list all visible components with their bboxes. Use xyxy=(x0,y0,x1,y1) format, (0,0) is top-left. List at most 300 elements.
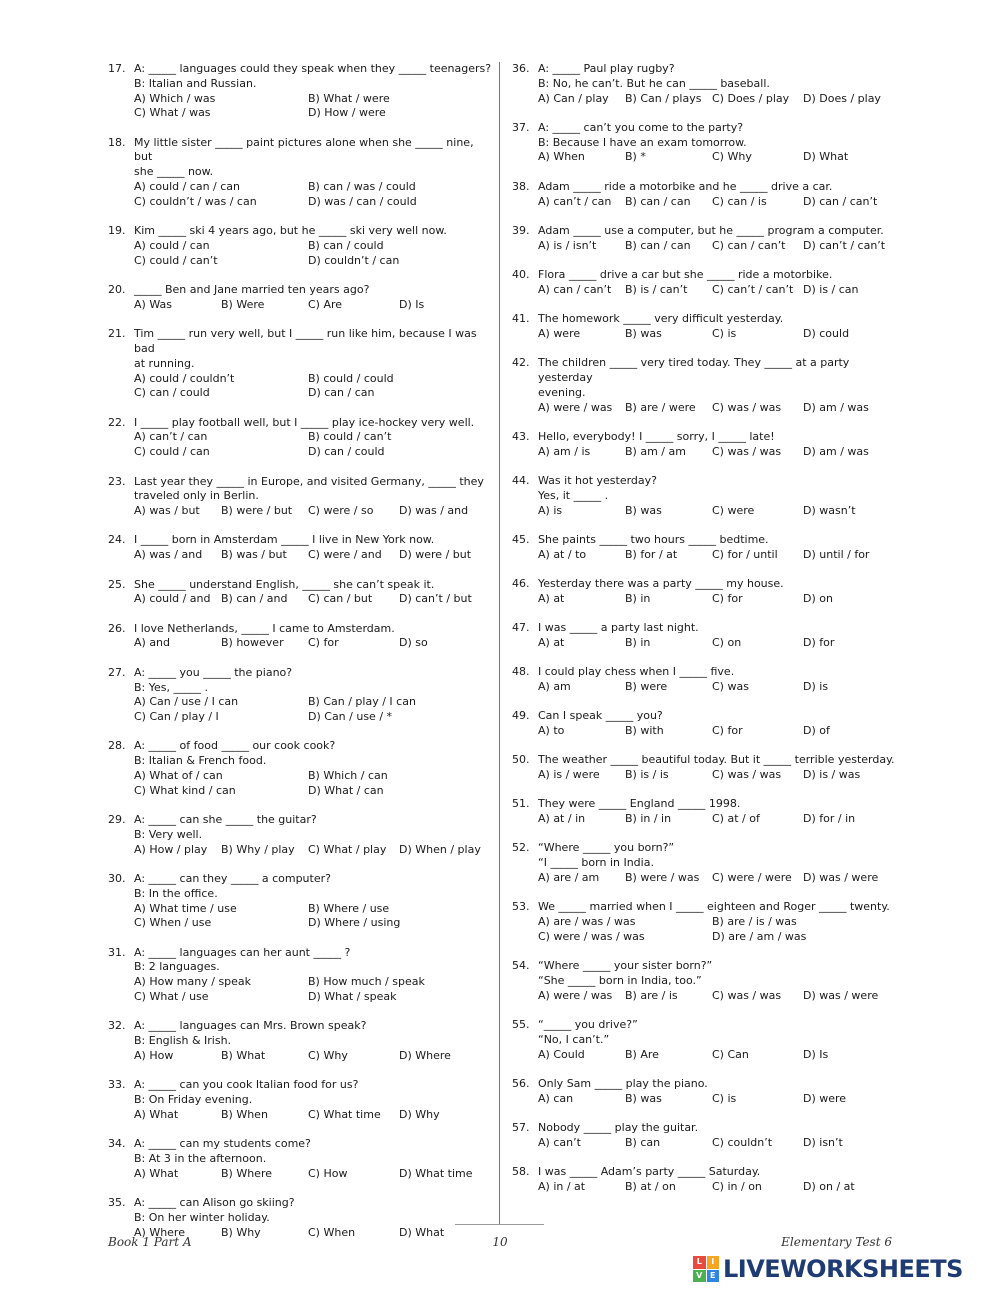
answer-option-d[interactable]: D) What / can xyxy=(308,783,384,797)
answer-options xyxy=(108,975,493,1005)
answer-option-b[interactable]: B) in xyxy=(625,591,651,605)
answer-option-a[interactable]: A) could / and xyxy=(134,592,211,606)
answer-option-b[interactable]: B) can / was / could xyxy=(308,180,416,194)
question-text-line: evening. xyxy=(538,385,586,399)
answer-option-a[interactable]: A) can xyxy=(538,1091,574,1105)
answer-option-b[interactable]: B) with xyxy=(625,724,664,737)
answer-option-d[interactable]: D) could xyxy=(803,326,850,340)
answer-option-b[interactable]: B) can / could xyxy=(308,238,384,252)
answer-option-a[interactable]: A) at xyxy=(538,635,565,649)
question-number: 33. xyxy=(108,1078,126,1092)
answer-option-c[interactable]: C) were / was / was xyxy=(538,929,645,943)
answer-option-c[interactable]: C) was / was xyxy=(712,444,782,458)
answer-option-b[interactable]: B) Where xyxy=(221,1166,272,1180)
answer-option-b[interactable]: B) was / but xyxy=(221,548,287,562)
question-line xyxy=(512,1165,900,1180)
question-text: “Where _____ your sister born?” xyxy=(538,959,713,973)
question-line xyxy=(512,1018,900,1033)
answer-option-c[interactable]: C) Are xyxy=(308,297,343,311)
answer-option-a[interactable]: A) What xyxy=(134,1166,179,1180)
answer-option-c[interactable]: C) can / is xyxy=(712,194,767,208)
answer-option-c[interactable]: C) couldn’t / was / can xyxy=(134,194,257,208)
answer-option-b[interactable]: B) at / on xyxy=(625,1180,676,1194)
liveworksheets-logo-icon xyxy=(693,1256,719,1282)
answer-option-a[interactable]: A) is / were xyxy=(538,768,600,782)
question-text-line: traveled only in Berlin. xyxy=(134,489,259,503)
answer-option-d[interactable]: D) for / in xyxy=(803,812,856,826)
answer-option-b[interactable]: B) Are xyxy=(625,1047,659,1061)
answer-option-a[interactable]: A) and xyxy=(134,636,171,650)
question-27 xyxy=(108,666,493,725)
answer-option-d[interactable]: D) When / play xyxy=(399,842,481,856)
answer-option-d[interactable]: D) Where / using xyxy=(308,916,401,930)
answer-options xyxy=(108,430,493,460)
question-text-line: B: Very well. xyxy=(134,827,203,841)
question-number: 48. xyxy=(512,665,530,679)
question-text: A: _____ you _____ the piano? xyxy=(134,665,293,679)
answer-option-c[interactable]: C) was xyxy=(712,679,749,693)
question-number: 50. xyxy=(512,753,530,767)
answer-option-b[interactable]: B) Where / use xyxy=(308,901,390,915)
answer-option-c[interactable]: C) were / were xyxy=(712,871,792,885)
answer-option-b[interactable]: B) was xyxy=(625,326,662,340)
answer-options xyxy=(512,92,900,107)
answer-option-b[interactable]: B) can / and xyxy=(221,592,288,606)
answer-options xyxy=(108,298,493,313)
question-number: 42. xyxy=(512,356,530,370)
answer-option-b[interactable]: B) am / am xyxy=(625,444,686,458)
question-line xyxy=(512,180,900,195)
question-text: A: _____ can she _____ the guitar? xyxy=(134,813,317,827)
question-line xyxy=(108,1019,493,1034)
answer-option-d[interactable]: D) for xyxy=(803,635,835,649)
answer-option-b[interactable]: B) can / can xyxy=(625,238,691,252)
answer-option-d[interactable]: D) were / but xyxy=(399,548,472,562)
answer-options xyxy=(512,592,900,607)
answer-option-a[interactable]: A) to xyxy=(538,724,565,737)
answer-option-a[interactable]: A) Where xyxy=(134,1225,185,1239)
question-number: 32. xyxy=(108,1019,126,1033)
question-text-line: “She _____ born in India, too.” xyxy=(538,974,702,988)
question-line xyxy=(512,121,900,136)
question-46 xyxy=(512,577,900,607)
answer-option-a[interactable]: A) How xyxy=(134,1048,174,1062)
answer-option-d[interactable]: D) was / can / could xyxy=(308,194,417,208)
question-text-line: “No, I can’t.” xyxy=(538,1032,610,1046)
answer-option-d[interactable]: D) Is xyxy=(399,297,425,311)
question-line xyxy=(512,224,900,239)
answer-option-b[interactable]: B) is / can’t xyxy=(625,282,688,296)
question-number: 35. xyxy=(108,1196,126,1210)
question-number: 38. xyxy=(512,179,530,193)
answer-option-c[interactable]: C) Why xyxy=(712,150,752,164)
answer-option-a[interactable]: A) at / in xyxy=(538,812,586,826)
question-text: She _____ understand English, _____ she can’t speak it. xyxy=(134,577,435,591)
question-51 xyxy=(512,797,900,827)
answer-option-c[interactable]: C) What / use xyxy=(134,990,209,1004)
answer-option-d[interactable]: D) What / speak xyxy=(308,990,397,1004)
answer-options xyxy=(108,902,493,932)
answer-option-b[interactable]: B) are / were xyxy=(625,400,696,414)
logo-tile: L xyxy=(693,1256,706,1269)
question-57 xyxy=(512,1121,900,1151)
answer-option-b[interactable]: B) could / can’t xyxy=(308,430,392,444)
answer-option-d[interactable]: D) What xyxy=(399,1225,445,1239)
answer-option-d[interactable]: D) What xyxy=(803,150,849,164)
answer-option-d[interactable]: D) was / were xyxy=(803,988,879,1002)
question-line xyxy=(108,136,493,166)
question-18 xyxy=(108,136,493,210)
answer-option-d[interactable]: D) Where xyxy=(399,1048,451,1062)
answer-option-c[interactable]: C) could / can’t xyxy=(134,253,218,267)
question-number: 40. xyxy=(512,267,530,281)
question-55 xyxy=(512,1018,900,1062)
question-number: 44. xyxy=(512,473,530,487)
question-text: Hello, everybody! I _____ sorry, I _____ late! xyxy=(538,429,775,443)
answer-options xyxy=(512,445,900,460)
answer-option-c[interactable]: C) could / can xyxy=(134,445,210,459)
question-text: A: _____ of food _____ our cook cook? xyxy=(134,739,336,753)
question-19 xyxy=(108,224,493,268)
answer-options xyxy=(108,769,493,799)
question-28 xyxy=(108,739,493,798)
answer-option-a[interactable]: A) can’t / can xyxy=(538,194,612,208)
answer-option-d[interactable]: D) What time xyxy=(399,1166,473,1180)
question-text-line: B: No, he can’t. But he can _____ baseball. xyxy=(538,76,770,90)
answer-option-a[interactable]: A) Which / was xyxy=(134,91,216,105)
answer-option-a[interactable]: A) What time / use xyxy=(134,901,237,915)
question-text: Flora _____ drive a car but she _____ ride a motorbike. xyxy=(538,267,833,281)
answer-options xyxy=(512,812,900,827)
question-text-line: B: In the office. xyxy=(134,886,218,900)
answer-option-c[interactable]: C) were / and xyxy=(308,548,382,562)
question-text-line: B: On Friday evening. xyxy=(134,1093,253,1107)
question-number: 30. xyxy=(108,871,126,885)
answer-option-b[interactable]: B) could / could xyxy=(308,371,394,385)
answer-option-c[interactable]: C) was / was xyxy=(712,988,782,1002)
question-line xyxy=(108,283,493,298)
answer-option-a[interactable]: A) was / but xyxy=(134,504,200,518)
answer-option-b[interactable]: B) What / were xyxy=(308,91,390,105)
answer-option-b[interactable]: B) are / is xyxy=(625,988,678,1002)
question-32 xyxy=(108,1019,493,1063)
answer-option-d[interactable]: D) on xyxy=(803,591,833,605)
question-44 xyxy=(512,474,900,518)
question-line xyxy=(512,474,900,489)
question-text-line: “I _____ born in India. xyxy=(538,856,654,870)
answer-option-d[interactable]: D) so xyxy=(399,636,428,650)
answer-option-b[interactable]: B) is / is xyxy=(625,768,669,782)
answer-option-b[interactable]: B) are / is / was xyxy=(712,915,797,929)
question-number: 53. xyxy=(512,900,530,914)
question-36 xyxy=(512,62,900,106)
answer-option-c[interactable]: C) What / play xyxy=(308,842,387,856)
answer-option-d[interactable]: D) can’t / can’t xyxy=(803,238,886,252)
answer-option-d[interactable]: D) were xyxy=(803,1091,847,1105)
question-text: Was it hot yesterday? xyxy=(538,473,658,487)
answer-option-b[interactable]: B) Were xyxy=(221,297,265,311)
answer-option-a[interactable]: A) could / couldn’t xyxy=(134,371,235,385)
answer-option-c[interactable]: C) How xyxy=(308,1166,348,1180)
answer-options xyxy=(108,180,493,210)
answer-option-c[interactable]: C) When / use xyxy=(134,916,212,930)
answer-option-c[interactable]: C) When xyxy=(308,1225,356,1239)
answer-option-c[interactable]: C) were xyxy=(712,503,755,517)
answer-option-c[interactable]: C) Can xyxy=(712,1047,749,1061)
answer-option-c[interactable]: C) for xyxy=(712,724,743,737)
answer-option-b[interactable]: B) for / at xyxy=(625,547,678,561)
question-number: 54. xyxy=(512,959,530,973)
answer-option-a[interactable]: A) at / to xyxy=(538,547,587,561)
liveworksheets-logo[interactable] xyxy=(693,1254,963,1284)
answer-option-b[interactable]: B) were / was xyxy=(625,871,700,885)
answer-option-a[interactable]: A) When xyxy=(538,150,585,164)
question-41 xyxy=(512,312,900,342)
answer-options xyxy=(512,989,900,1004)
answer-option-d[interactable]: D) are / am / was xyxy=(712,929,807,943)
answer-option-b[interactable]: B) can xyxy=(625,1135,661,1149)
answer-option-a[interactable]: A) can’t xyxy=(538,1135,581,1149)
answer-option-d[interactable]: D) is / was xyxy=(803,768,861,782)
question-text-line: B: Because I have an exam tomorrow. xyxy=(538,135,747,149)
answer-option-d[interactable]: D) is xyxy=(803,679,829,693)
question-50 xyxy=(512,753,900,783)
answer-option-c[interactable]: C) was / was xyxy=(712,400,782,414)
question-text: Can I speak _____ you? xyxy=(538,709,663,723)
answer-option-b[interactable]: B) however xyxy=(221,636,284,650)
answer-option-c[interactable]: C) on xyxy=(712,635,742,649)
question-21 xyxy=(108,327,493,401)
answer-option-a[interactable]: A) in / at xyxy=(538,1180,586,1194)
question-number: 41. xyxy=(512,312,530,326)
answer-option-a[interactable]: A) What xyxy=(134,1107,179,1121)
question-number: 23. xyxy=(108,474,126,488)
answer-option-c[interactable]: C) can / could xyxy=(134,386,210,400)
answer-options xyxy=(512,915,900,945)
question-text: _____ Ben and Jane married ten years ago? xyxy=(134,283,370,297)
answer-option-c[interactable]: C) is xyxy=(712,326,737,340)
question-line xyxy=(512,1121,900,1136)
question-17 xyxy=(108,62,493,121)
answer-option-a[interactable]: A) am xyxy=(538,679,571,693)
question-49 xyxy=(512,709,900,739)
answer-option-c[interactable]: C) can’t / can’t xyxy=(712,282,794,296)
question-number: 29. xyxy=(108,813,126,827)
answer-option-c[interactable]: C) What kind / can xyxy=(134,783,236,797)
question-text: She paints _____ two hours _____ bedtime. xyxy=(538,532,769,546)
answer-option-b[interactable]: B) in / in xyxy=(625,812,672,826)
question-line xyxy=(108,1137,493,1152)
answer-option-c[interactable]: C) was / was xyxy=(712,768,782,782)
question-number: 24. xyxy=(108,533,126,547)
question-text: Kim _____ ski 4 years ago, but he _____ ski very well now. xyxy=(134,224,447,238)
answer-option-a[interactable]: A) at xyxy=(538,591,565,605)
answer-option-d[interactable]: D) isn’t xyxy=(803,1135,843,1149)
answer-option-a[interactable]: A) Could xyxy=(538,1047,585,1061)
answer-option-b[interactable]: B) Can / play / I can xyxy=(308,695,416,709)
logo-tile: V xyxy=(693,1270,706,1283)
question-text-line: B: On her winter holiday. xyxy=(134,1210,270,1224)
question-text: I _____ play football well, but I _____ play ice-hockey very well. xyxy=(134,415,475,429)
question-text: I could play chess when I _____ five. xyxy=(538,665,735,679)
answer-option-d[interactable]: D) on / at xyxy=(803,1180,855,1194)
question-line xyxy=(108,622,493,637)
answer-option-a[interactable]: A) can / can’t xyxy=(538,282,612,296)
answer-option-c[interactable]: C) is xyxy=(712,1091,737,1105)
answer-option-b[interactable]: B) can / can xyxy=(625,194,691,208)
answer-options xyxy=(108,548,493,563)
answer-option-c[interactable]: C) What time xyxy=(308,1107,381,1121)
question-line xyxy=(108,666,493,681)
question-number: 47. xyxy=(512,621,530,635)
answer-option-c[interactable]: C) for xyxy=(712,591,743,605)
answer-option-a[interactable]: A) could / can / can xyxy=(134,180,241,194)
answer-option-c[interactable]: C) Can / play / I xyxy=(134,710,219,724)
answer-option-b[interactable]: B) in xyxy=(625,635,651,649)
left-column xyxy=(108,62,493,1255)
answer-option-d[interactable]: D) couldn’t / can xyxy=(308,253,400,267)
answer-option-c[interactable]: C) What / was xyxy=(134,106,211,120)
answer-option-b[interactable]: B) How much / speak xyxy=(308,975,425,989)
answer-option-d[interactable]: D) Why xyxy=(399,1107,440,1121)
right-column xyxy=(512,62,900,1209)
answer-option-a[interactable]: A) Can / use / I can xyxy=(134,695,239,709)
question-number: 37. xyxy=(512,120,530,134)
answer-option-b[interactable]: B) Which / can xyxy=(308,768,388,782)
answer-option-d[interactable]: D) can / can xyxy=(308,386,375,400)
answer-options xyxy=(108,1108,493,1123)
answer-options xyxy=(512,548,900,563)
question-line xyxy=(512,577,900,592)
answer-option-d[interactable]: D) was / were xyxy=(803,871,879,885)
answer-option-d[interactable]: D) Can / use / * xyxy=(308,710,393,724)
answer-option-a[interactable]: A) could / can xyxy=(134,238,210,252)
answer-option-b[interactable]: B) What xyxy=(221,1048,266,1062)
answer-option-c[interactable]: C) can / can’t xyxy=(712,238,786,252)
answer-option-b[interactable]: B) was xyxy=(625,503,662,517)
question-number: 28. xyxy=(108,739,126,753)
answer-option-c[interactable]: C) were / so xyxy=(308,504,374,518)
question-line xyxy=(512,900,900,915)
question-text: I was _____ Adam’s party _____ Saturday. xyxy=(538,1165,761,1179)
answer-option-a[interactable]: A) How / play xyxy=(134,842,208,856)
answer-option-d[interactable]: D) can / could xyxy=(308,445,385,459)
question-text: A: _____ Paul play rugby? xyxy=(538,62,675,75)
answer-option-c[interactable]: C) at / of xyxy=(712,812,760,826)
answer-option-c[interactable]: C) couldn’t xyxy=(712,1135,773,1149)
answer-options xyxy=(512,1180,900,1195)
question-line xyxy=(512,959,900,974)
answer-option-b[interactable]: B) Can / plays xyxy=(625,91,702,105)
answer-option-a[interactable]: A) was / and xyxy=(134,548,203,562)
answer-option-a[interactable]: A) What of / can xyxy=(134,768,223,782)
answer-option-d[interactable]: D) How / were xyxy=(308,106,386,120)
question-39 xyxy=(512,224,900,254)
answer-option-d[interactable]: D) of xyxy=(803,724,830,737)
answer-option-d[interactable]: D) was / and xyxy=(399,504,469,518)
answer-option-a[interactable]: A) Can / play xyxy=(538,91,609,105)
answer-option-a[interactable]: A) are / was / was xyxy=(538,915,636,929)
answer-option-b[interactable]: B) Why / play xyxy=(221,842,295,856)
answer-option-a[interactable]: A) can’t / can xyxy=(134,430,208,444)
question-line xyxy=(108,946,493,961)
answer-option-c[interactable]: C) for xyxy=(308,636,339,650)
question-31 xyxy=(108,946,493,1005)
answer-option-d[interactable]: D) Is xyxy=(803,1047,829,1061)
question-number: 26. xyxy=(108,621,126,635)
answer-option-a[interactable]: A) Was xyxy=(134,297,172,311)
question-45 xyxy=(512,533,900,563)
question-number: 27. xyxy=(108,665,126,679)
liveworksheets-logo-text: LIVEWORKSHEETS xyxy=(723,1255,963,1283)
answer-option-d[interactable]: D) am / was xyxy=(803,444,869,458)
answer-option-c[interactable]: C) Does / play xyxy=(712,91,790,105)
answer-option-c[interactable]: C) can / but xyxy=(308,592,373,606)
question-number: 43. xyxy=(512,429,530,443)
answer-option-b[interactable]: B) When xyxy=(221,1107,268,1121)
question-line xyxy=(512,1077,900,1092)
answer-option-a[interactable]: A) is / isn’t xyxy=(538,238,597,252)
answer-option-c[interactable]: C) in / on xyxy=(712,1180,762,1194)
question-text-line: at running. xyxy=(134,356,195,370)
answer-option-b[interactable]: B) Why xyxy=(221,1225,261,1239)
question-text: I _____ born in Amsterdam _____ I live in New York now. xyxy=(134,533,435,547)
answer-option-a[interactable]: A) were xyxy=(538,326,581,340)
answer-option-d[interactable]: D) am / was xyxy=(803,400,869,414)
answer-option-a[interactable]: A) am / is xyxy=(538,444,591,458)
answer-option-d[interactable]: D) until / for xyxy=(803,547,870,561)
question-text: A: _____ languages can Mrs. Brown speak? xyxy=(134,1019,367,1033)
answer-options xyxy=(512,680,900,695)
question-number: 57. xyxy=(512,1121,530,1135)
question-number: 45. xyxy=(512,532,530,546)
answer-options xyxy=(512,239,900,254)
question-42 xyxy=(512,356,900,415)
answer-option-a[interactable]: A) How many / speak xyxy=(134,975,252,989)
answer-option-b[interactable]: B) * xyxy=(625,150,646,164)
answer-option-d[interactable]: D) can / can’t xyxy=(803,194,878,208)
question-text: A: _____ languages could they speak when they _____ teenagers? xyxy=(134,62,492,75)
question-24 xyxy=(108,533,493,563)
question-text: A: _____ can you cook Italian food for us? xyxy=(134,1078,359,1092)
answer-option-d[interactable]: D) is / can xyxy=(803,282,859,296)
answer-option-d[interactable]: D) Does / play xyxy=(803,91,881,105)
answer-option-c[interactable]: C) for / until xyxy=(712,547,778,561)
answer-option-b[interactable]: B) were / but xyxy=(221,504,293,518)
answer-option-b[interactable]: B) was xyxy=(625,1091,662,1105)
question-line xyxy=(108,533,493,548)
answer-option-c[interactable]: C) Why xyxy=(308,1048,348,1062)
answer-option-d[interactable]: D) can’t / but xyxy=(399,592,472,606)
question-38 xyxy=(512,180,900,210)
question-52 xyxy=(512,841,900,885)
question-58 xyxy=(512,1165,900,1195)
question-line xyxy=(108,1078,493,1093)
answer-option-b[interactable]: B) were xyxy=(625,679,668,693)
answer-options xyxy=(512,724,900,739)
column-divider xyxy=(499,62,500,1224)
answer-option-a[interactable]: A) are / am xyxy=(538,871,600,885)
answer-option-a[interactable]: A) is xyxy=(538,503,563,517)
answer-option-a[interactable]: A) were / was xyxy=(538,988,613,1002)
question-text: They were _____ England _____ 1998. xyxy=(538,797,741,811)
answer-option-a[interactable]: A) were / was xyxy=(538,400,613,414)
page-number: 10 xyxy=(492,1235,508,1249)
answer-options xyxy=(512,327,900,342)
answer-option-d[interactable]: D) wasn’t xyxy=(803,503,856,517)
answer-options xyxy=(108,92,493,122)
question-number: 25. xyxy=(108,577,126,591)
